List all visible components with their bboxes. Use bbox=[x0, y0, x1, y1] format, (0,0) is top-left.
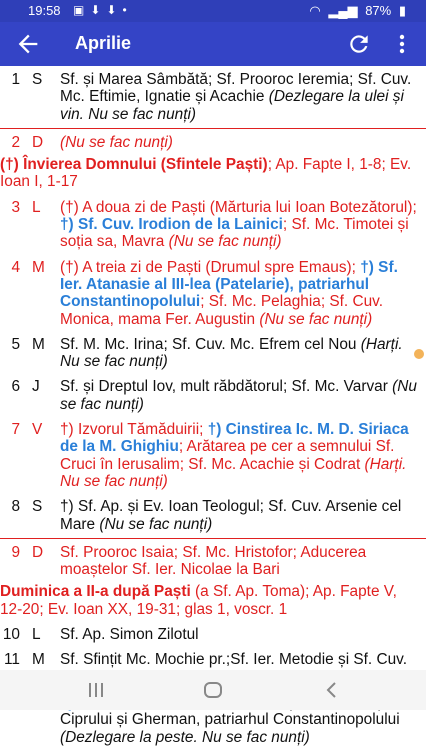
weekday-letter: M bbox=[32, 651, 45, 669]
day-number: 4 bbox=[11, 258, 20, 276]
list-item[interactable] bbox=[0, 493, 426, 536]
day-number: 6 bbox=[11, 378, 20, 396]
list-item[interactable] bbox=[0, 129, 426, 154]
list-item[interactable] bbox=[0, 621, 426, 646]
entry-text: Duminica a II-a după Paști (a Sf. Ap. Toma); Ap. Fapte V, 12-20; Ev. Ioan XX, 19-31; glas 1, voscr. 1 bbox=[0, 583, 397, 618]
calendar-list[interactable] bbox=[0, 66, 426, 746]
notification-icons: ▣⬇⬇• bbox=[73, 3, 133, 17]
weekday-letter: V bbox=[32, 421, 43, 439]
list-item[interactable] bbox=[0, 254, 426, 331]
more-vert-icon[interactable] bbox=[392, 31, 412, 57]
entry-text: †) Sf. Ap. și Ev. Ioan Teologul; Sf. Cuv. Arsenie cel Mare (Nu se fac nunți) bbox=[60, 498, 402, 533]
day-number: 9 bbox=[11, 543, 20, 561]
entry-text: Ciprului și Gherman, patriarhul Constantinopolului (Dezlegare la peste. Nu se fac nunți) bbox=[60, 711, 400, 746]
entry-text: †) Izvorul Tămăduirii; †) Cinstirea Ic. M. D. Siriaca de la M. Ghighiu; Arătarea pe cer a semnului Sf. Cruci în Ierusalim; Sf. Mc. Acachie și Codrat (Harți. Nu se fac nunți) bbox=[60, 421, 409, 490]
status-time: 19:58 bbox=[28, 3, 61, 18]
day-number: 7 bbox=[11, 421, 20, 439]
status-right bbox=[305, 3, 406, 19]
list-item[interactable] bbox=[0, 416, 426, 493]
sunday-readings[interactable] bbox=[0, 581, 426, 621]
day-number: 3 bbox=[11, 198, 20, 216]
list-item[interactable] bbox=[0, 66, 426, 126]
battery-level: 87% bbox=[365, 3, 392, 18]
entry-text: Sf. Sfințit Mc. Mochie pr.;Sf. Ier. Metodie și Sf. Cuv. bbox=[60, 651, 407, 669]
weekday-letter: L bbox=[32, 198, 41, 216]
status-bar bbox=[0, 0, 426, 22]
page-title: Aprilie bbox=[75, 33, 132, 53]
entry-text: Sf. M. Mc. Irina; Sf. Cuv. Mc. Efrem cel Nou (Harți. Nu se fac nunți) bbox=[60, 335, 403, 371]
refresh-icon[interactable] bbox=[346, 31, 372, 57]
entry-text: Sf. Ap. Simon Zilotul bbox=[60, 626, 199, 644]
entry-text: Sf. și Marea Sâmbătă; Sf. Prooroc Ieremia; Sf. Cuv. Mc. Eftimie, Ignatie și Acachie (Dezlegare la ulei și vin. Nu se fac nunți) bbox=[60, 71, 412, 123]
wifi-icon: ◠ bbox=[309, 3, 321, 18]
weekday-letter: S bbox=[32, 498, 43, 516]
day-number: 1 bbox=[11, 71, 20, 88]
system-nav-bar bbox=[0, 670, 426, 710]
entry-text: (Nu se fac nunți) bbox=[60, 133, 173, 151]
weekday-letter: M bbox=[32, 258, 45, 276]
weekday-letter: J bbox=[32, 378, 40, 396]
list-item[interactable] bbox=[0, 194, 426, 254]
sunday-readings[interactable] bbox=[0, 154, 426, 194]
day-number: 10 bbox=[2, 626, 20, 644]
weekday-letter: D bbox=[32, 133, 44, 151]
home-icon[interactable] bbox=[201, 680, 225, 700]
list-item[interactable] bbox=[0, 373, 426, 416]
entry-text: Sf. Prooroc Isaia; Sf. Mc. Hristofor; Aducerea moaștelor Sf. Ier. Nicolae la Bari bbox=[60, 543, 367, 579]
weekday-letter: D bbox=[32, 543, 44, 561]
list-item[interactable] bbox=[0, 331, 426, 374]
list-item[interactable] bbox=[0, 539, 426, 582]
entry-text: (†) Învierea Domnului (Sfintele Paști); Ap. Fapte I, 1-8; Ev. Ioan I, 1-17 bbox=[0, 156, 412, 191]
app-bar bbox=[0, 22, 426, 66]
signal-icon: ▂▄▆ bbox=[328, 3, 358, 18]
battery-icon: ▮ bbox=[398, 3, 406, 18]
scroll-marker-icon bbox=[414, 349, 424, 359]
entry-text: (†) A treia zi de Paști (Drumul spre Emaus); †) Sf. Ier. Atanasie al III-lea (Patelarie), patriarhul Constantinopolului; Sf. Mc. Pelaghia; Sf. Cuv. Monica, mama Fer. Augustin (Nu se fac nunți) bbox=[60, 258, 398, 328]
weekday-letter: L bbox=[32, 626, 41, 644]
day-number: 5 bbox=[11, 335, 20, 353]
day-number: 8 bbox=[11, 498, 20, 516]
back-nav-icon[interactable] bbox=[320, 680, 344, 700]
weekday-letter: M bbox=[32, 335, 45, 353]
back-arrow-icon[interactable] bbox=[14, 30, 42, 58]
entry-text: Sf. și Dreptul Iov, mult răbdătorul; Sf. Mc. Varvar (Nu se fac nunți) bbox=[60, 378, 417, 413]
entry-text: (†) A doua zi de Paști (Mărturia lui Ioan Botezătorul); †) Sf. Cuv. Irodion de la Lainici; Sf. Mc. Timotei și soția sa, Mavra (Nu se fac nunți) bbox=[60, 198, 417, 251]
day-number: 2 bbox=[11, 133, 20, 151]
recents-icon[interactable] bbox=[84, 680, 108, 700]
day-number: 11 bbox=[4, 651, 20, 669]
weekday-letter: S bbox=[32, 71, 43, 88]
